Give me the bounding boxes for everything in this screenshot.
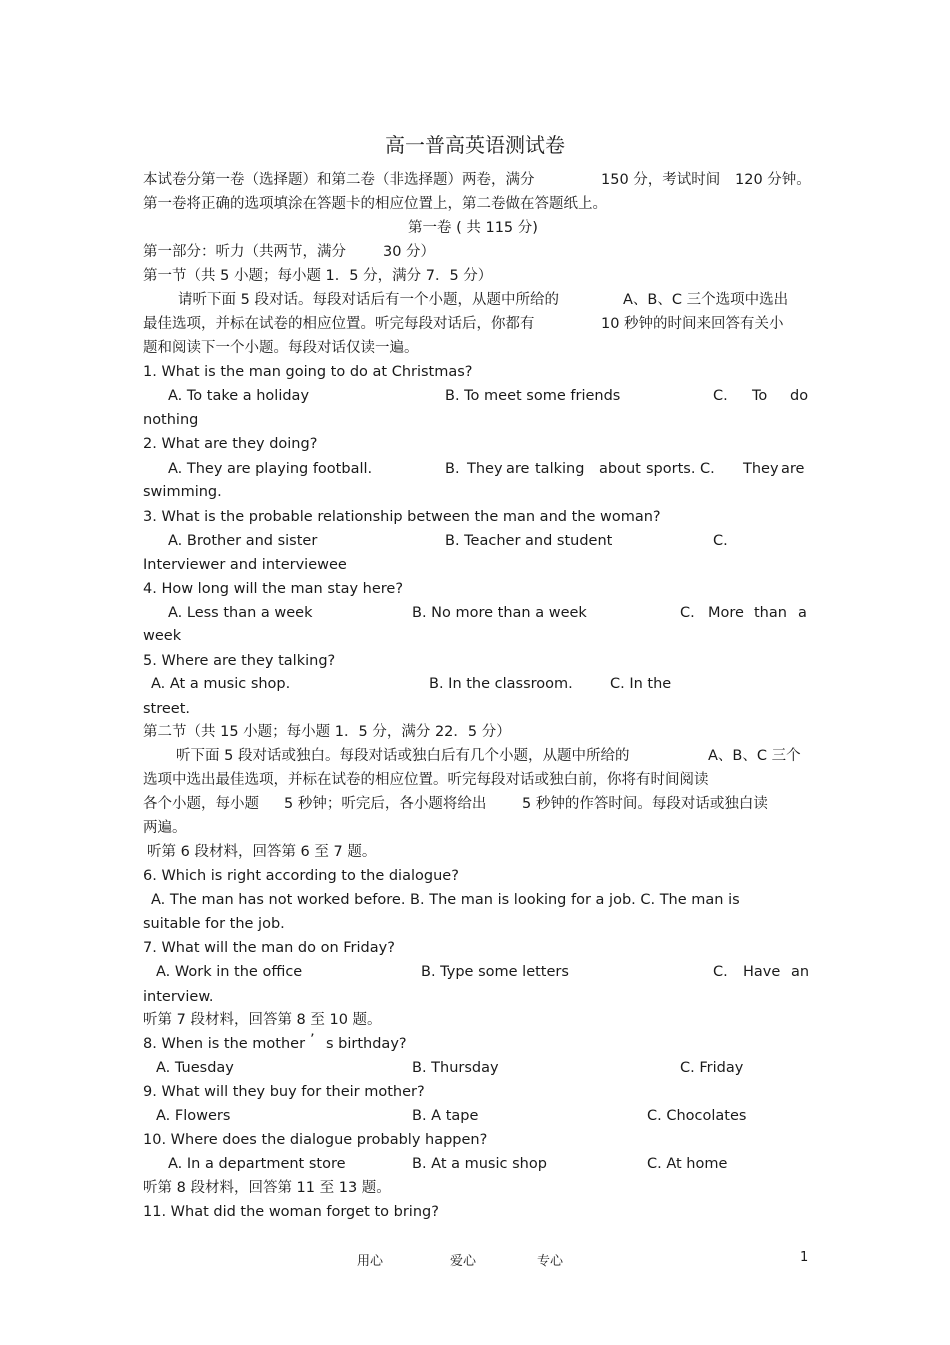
section-2-instruction-3b: 5 秒钟；听完后，各小题将给出 (284, 796, 487, 812)
q10-option-c: C. At home (647, 1156, 728, 1172)
section-2-instruction-4: 两遍。 (143, 820, 187, 836)
footer-word-2: 爱心 (450, 1254, 477, 1269)
q4-option-c-cont: week (143, 628, 182, 644)
question-11: 11. What did the woman forget to bring? (143, 1204, 439, 1220)
part-1-header: 第一部分：听力（共两节，满分 (143, 244, 346, 260)
q3-option-b: B. Teacher and student (445, 533, 613, 549)
question-5: 5. Where are they talking? (143, 653, 336, 669)
section-1-instruction-1b: A、B、C 三个选项中选出 (623, 292, 789, 308)
q3-option-c-cont: Interviewer and interviewee (143, 557, 347, 573)
q2-option-b-word: talking (535, 461, 585, 477)
section-1-instruction-1: 请听下面 5 段对话。每段对话后有一个小题，从题中所给的 (178, 292, 559, 308)
intro-score: 150 分，考试时间 (601, 172, 721, 188)
question-2: 2. What are they doing? (143, 436, 318, 452)
q9-option-c: C. Chocolates (647, 1108, 747, 1124)
q5-option-c: C. In the (610, 676, 672, 692)
q2-option-a: A. They are playing football. (168, 461, 373, 477)
q2-option-c-word: They (743, 461, 779, 477)
q9-option-a: A. Flowers (156, 1108, 231, 1124)
q1-option-c: C. (713, 388, 728, 404)
intro-line-2: 第一卷将正确的选项填涂在答题卡的相应位置上，第二卷做在答题纸上。 (143, 196, 607, 212)
q2-option-b-word: They (467, 461, 503, 477)
question-4: 4. How long will the man stay here? (143, 581, 404, 597)
q7-option-c-cont: interview. (143, 989, 214, 1005)
volume-1-header: 第一卷 ( 共 115 分) (408, 220, 538, 236)
section-1-instruction-2b: 10 秒钟的时间来回答有关小 (601, 316, 784, 332)
section-1-instruction-3: 题和阅读下一个小题。每段对话仅读一遍。 (143, 340, 419, 356)
q2-option-b-word: about (599, 461, 641, 477)
section-2-instruction-1b: A、B、C 三个 (708, 748, 801, 764)
q8-option-a: A. Tuesday (156, 1060, 234, 1076)
question-1: 1. What is the man going to do at Christmas? (143, 364, 473, 380)
q5-option-c-cont: street. (143, 701, 191, 717)
q1-option-c-cont: nothing (143, 412, 199, 428)
part-1-score: 30 分） (383, 244, 436, 260)
q2-option-c-word: are (781, 461, 805, 477)
page-title: 高一普高英语测试卷 (385, 133, 565, 157)
section-1-header: 第一节（共 5 小题；每小题 1．5 分，满分 7．5 分） (143, 268, 493, 284)
intro-time: 120 分钟。 (735, 172, 811, 188)
q4-option-b: B. No more than a week (412, 605, 587, 621)
q7-option-c-word: Have (743, 964, 781, 980)
q4-option-c-word: More (708, 605, 744, 621)
section-1-instruction-2: 最佳选项，并标在试卷的相应位置。听完每段对话后，你都有 (143, 316, 535, 332)
q1-option-c-word: do (790, 388, 809, 404)
question-7: 7. What will the man do on Friday? (143, 940, 395, 956)
page-number: 1 (800, 1250, 809, 1265)
q5-option-a: A. At a music shop. (151, 676, 291, 692)
section-2-header: 第二节（共 15 小题；每小题 1．5 分，满分 22．5 分） (143, 724, 511, 740)
question-3: 3. What is the probable relationship between the man and the woman? (143, 509, 661, 525)
section-2-instruction-3: 各个小题，每小题 (143, 796, 259, 812)
q7-option-a: A. Work in the office (156, 964, 303, 980)
q4-option-a: A. Less than a week (168, 605, 313, 621)
question-9: 9. What will they buy for their mother? (143, 1084, 425, 1100)
q4-option-c-word: than (754, 605, 787, 621)
q7-option-b: B. Type some letters (421, 964, 569, 980)
question-8-apostrophe: ’ (310, 1032, 315, 1048)
q4-option-c-word: a (798, 605, 807, 621)
q2-option-c-cont: swimming. (143, 484, 222, 500)
q6-options: A. The man has not worked before. B. The man is looking for a job. C. The man is (151, 892, 740, 908)
q4-option-c: C. (680, 605, 695, 621)
q2-option-b: B. (445, 461, 460, 477)
material-8-note: 听第 8 段材料，回答第 11 至 13 题。 (143, 1180, 391, 1196)
footer-word-3: 专心 (537, 1254, 564, 1269)
q7-option-c-word: an (791, 964, 810, 980)
q1-option-b: B. To meet some friends (445, 388, 621, 404)
q2-option-b-word: are (506, 461, 530, 477)
question-10: 10. Where does the dialogue probably happen? (143, 1132, 488, 1148)
question-8-end: s birthday? (326, 1036, 407, 1052)
question-6: 6. Which is right according to the dialogue? (143, 868, 459, 884)
section-2-instruction-2: 选项中选出最佳选项，并标在试卷的相应位置。听完每段对话或独白前，你将有时间阅读 (143, 772, 709, 788)
q10-option-b: B. At a music shop (412, 1156, 547, 1172)
q10-option-a: A. In a department store (168, 1156, 346, 1172)
q7-option-c: C. (713, 964, 728, 980)
footer-word-1: 用心 (357, 1254, 384, 1269)
q2-option-b-word: sports. (646, 461, 696, 477)
q8-option-b: B. Thursday (412, 1060, 499, 1076)
q1-option-c-word: To (752, 388, 768, 404)
q8-option-c: C. Friday (680, 1060, 744, 1076)
q3-option-c: C. (713, 533, 728, 549)
section-2-instruction-3c: 5 秒钟的作答时间。每段对话或独白读 (522, 796, 768, 812)
q9-option-b: B. A tape (412, 1108, 479, 1124)
q1-option-a: A. To take a holiday (168, 388, 310, 404)
question-8: 8. When is the mother (143, 1036, 306, 1052)
q6-option-c-cont: suitable for the job. (143, 916, 285, 932)
q3-option-a: A. Brother and sister (168, 533, 318, 549)
material-6-note: 听第 6 段材料，回答第 6 至 7 题。 (147, 844, 377, 860)
intro-line-1: 本试卷分第一卷（选择题）和第二卷（非选择题）两卷，满分 (143, 172, 535, 188)
section-2-instruction-1: 听下面 5 段对话或独白。每段对话或独白后有几个小题，从题中所给的 (176, 748, 630, 764)
q5-option-b: B. In the classroom. (429, 676, 573, 692)
material-7-note: 听第 7 段材料，回答第 8 至 10 题。 (143, 1012, 382, 1028)
q2-option-c: C. (700, 461, 715, 477)
